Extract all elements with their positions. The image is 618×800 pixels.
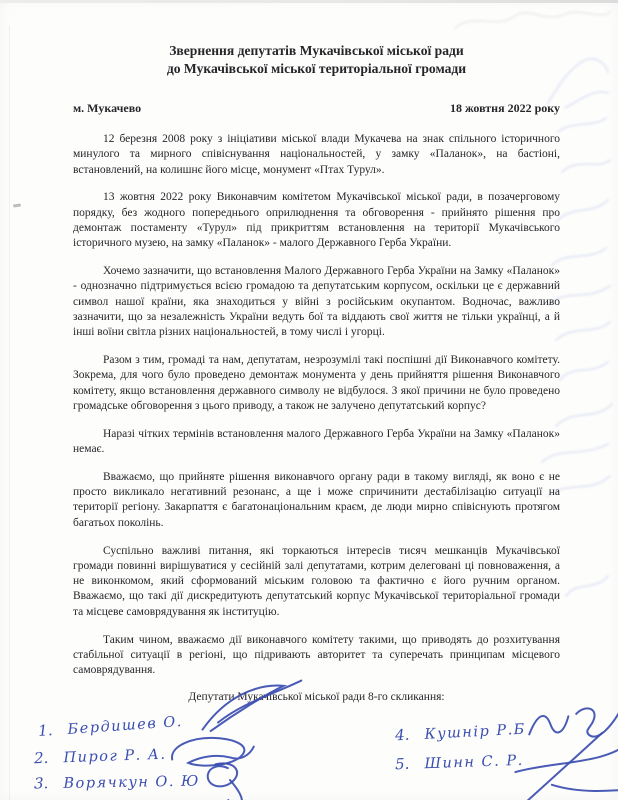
signature-stroke (195, 678, 308, 736)
ink-bleed-mark (450, 4, 615, 36)
date-label: 18 жовтня 2022 року (449, 101, 560, 115)
signature-name: Ворячкун О. Ю (63, 773, 200, 792)
place-label: м. Мукачево (73, 101, 142, 115)
title-line-1: Звернення депутатів Мукачівської міської ради (169, 43, 464, 58)
signature-number: 3. (33, 774, 49, 793)
body-text (73, 132, 560, 678)
paragraph-4: Разом з тим, громаді та нам, депутатам, незрозумілі такі поспішні дії Виконавчого комітету. Зокрема, для чого було проведено демонтаж монумента у день прийняття рішення Виконавчого комітету, якщо встановлення державного символу не відбулося. З якої причини не було проведено громадське обговорення з цього приводу, а також не залучено депутатський корпус? (73, 354, 560, 412)
signature-number: 5. (394, 754, 410, 774)
signature-row-1 (38, 711, 184, 740)
signature-name: Шинн С. Р. (424, 752, 524, 773)
document-title (73, 42, 560, 78)
title-line-2: до Мукачівської міської територіальної громади (166, 61, 467, 76)
document-content (73, 42, 560, 703)
pen-dash-mark (13, 203, 21, 207)
paragraph-3: Хочемо зазначити, що встановлення Малого Державного Герба України на Замку «Паланок» - однозначно підтримується всією громадою та депутатським корпусом, оскільки це є державний символ нашої країни, яка знаходиться у війні з російським окупантом. Водночас, важливо зазначити, що за незалежність України ведуть бої та віддають свої життя не тільки українці, а й інші воїни світла різних національностей, в тому числі і угорці. (73, 265, 560, 339)
signature-row-5 (395, 750, 524, 773)
signature-row-2 (34, 744, 167, 768)
signature-row-3 (34, 771, 200, 793)
signature-stroke (506, 727, 618, 800)
signature-number: 2. (33, 748, 49, 768)
signature-stroke (186, 757, 267, 800)
signature-name: Бердишев О. (67, 713, 184, 738)
paragraph-7: Суспільно важливі питання, які торкаються інтересів тисяч мешканців Мукачівської громади повинні вирішуватися у сесійній залі депутатами, котрим делеговані ці повноваження, а не виконкомом, який сформований міським головою та фактично є його ручним органом. Вважаємо, що такі дії дискредитують депутатський корпус Мукачівської територіальної громади та місцеве самоврядування як інституцію. (73, 544, 560, 618)
paragraph-6: Вважаємо, що прийняте рішення виконавчого органу ради в такому вигляді, як воно є не просто викликало негативний резонанс, а ще і може спричинити дестабілізацію ситуації на території регіону. Закарпаття є багатонаціональним краєм, де люди мирно співіснують протягом багатьох поколінь. (73, 470, 560, 529)
ink-bleed-mark (558, 560, 614, 616)
signature-number: 4. (394, 725, 410, 745)
signature-name: Кушнір Р.Б (424, 721, 527, 743)
signature-name: Пирог Р. А. (63, 746, 167, 767)
paragraph-5: Наразі чітких термінів встановлення малого Державного Герба України на Замку «Паланок» немає. (73, 427, 560, 456)
paragraph-2: 13 жовтня 2022 року Виконавчим комітетом Мукачівської міської ради, в позачерговому порядку, без жодного попереднього оприлюднення та обговорення - прийнято рішення про демонтаж постаменту «Турул» під прикриттям встановлення на території Мукачівського історичного музею, на замку «Паланок» - малого Державного Герба України. (73, 191, 560, 250)
paragraph-1: 12 березня 2008 року з ініціативи міської влади Мукачева на знак спільного історичного минулого та мирного співіснування національностей, у замку «Паланок», на бастіоні, встановлений, на колишнє його місце, монумент «Птах Турул». (73, 133, 560, 176)
scan-top-edge (0, 0, 618, 3)
signature-number: 1. (37, 721, 54, 741)
place-date-row (73, 101, 560, 116)
paragraph-8: Таким чином, вважаємо дії виконавчого комітету такими, що приводять до розхитування стабільної ситуації в регіоні, що підривають авторитет та суперечать принципам місцевого самоврядування. (73, 633, 560, 677)
closing-line: Депутати Мукачівської міської ради 8-го скликання: (188, 691, 445, 704)
scan-left-edge (9, 26, 10, 800)
